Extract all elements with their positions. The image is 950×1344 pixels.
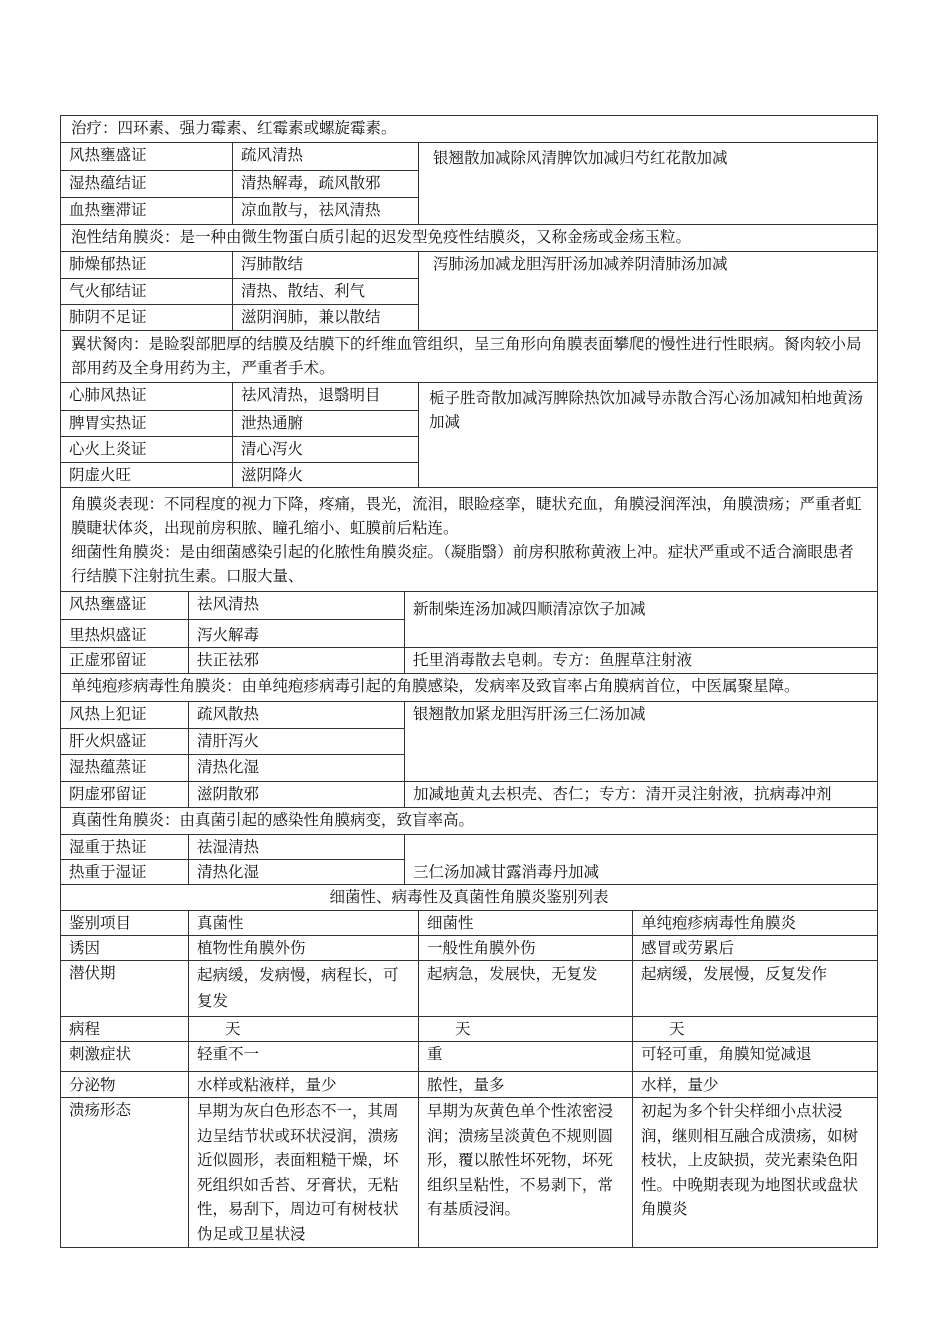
- syndrome-cell: 心火上炎证: [61, 437, 233, 463]
- viral-cell: 起病缓，发展慢，反复发作: [633, 961, 878, 1017]
- method-cell: 祛风清热: [189, 592, 405, 620]
- fungal-cell: 早期为灰白色形态不一，其周边呈结节状或环状浸润，溃疡近似圆形，表面粗糙干燥，坏死组织如舌苔、牙膏状，无粘性，易刮下，周边可有树枝状伪足或卫星状浸: [189, 1098, 419, 1248]
- method-cell: 泄热通腑: [233, 411, 419, 437]
- syndrome-cell: 风热壅盛证: [61, 592, 189, 620]
- formula-cell: 托里消毒散去皂刺。专方：鱼腥草注射液: [405, 648, 878, 674]
- comparison-header: 鉴别项目: [61, 911, 189, 936]
- syndrome-cell: 肺燥郁热证: [61, 252, 233, 279]
- syndrome-cell: 肺阴不足证: [61, 305, 233, 331]
- comparison-item: 溃疡形态: [61, 1098, 189, 1248]
- viral-cell: 水样，量少: [633, 1072, 878, 1098]
- section-title: 单纯疱疹病毒性角膜炎：由单纯疱疹病毒引起的角膜感染，发病率及致盲率占角膜病首位，中医属聚星障。: [61, 674, 878, 702]
- viral-cell: 感冒或劳累后: [633, 936, 878, 961]
- method-cell: 清肝泻火: [189, 729, 405, 755]
- method-cell: 清心泻火: [233, 437, 419, 463]
- bacterial-keratitis-intro: 细菌性角膜炎：是由细菌感染引起的化脓性角膜炎症。（凝脂翳）前房积脓称黄液上冲。症状严重或不适合滴眼患者行结膜下注射抗生素。口服大量、: [71, 543, 854, 585]
- formula-cell: 新制柴连汤加减四顺清凉饮子加减: [405, 592, 878, 648]
- bacterial-cell: 脓性，量多: [419, 1072, 633, 1098]
- formula-cell: 三仁汤加减甘露消毒丹加减: [405, 835, 878, 885]
- syndrome-cell: 肝火炽盛证: [61, 729, 189, 755]
- method-cell: 滋阴降火: [233, 463, 419, 488]
- method-cell: 疏风清热: [233, 143, 419, 171]
- viral-cell: 天: [633, 1017, 878, 1042]
- method-cell: 祛湿清热: [189, 835, 405, 860]
- fungal-cell: 起病缓，发病慢，病程长，可复发: [189, 961, 419, 1017]
- syndrome-cell: 正虚邪留证: [61, 648, 189, 674]
- comparison-header: 真菌性: [189, 911, 419, 936]
- method-cell: 清热化湿: [189, 860, 405, 885]
- bacterial-cell: 天: [419, 1017, 633, 1042]
- formula-cell: 加减地黄丸去枳壳、杏仁；专方：清开灵注射液，抗病毒冲剂: [405, 782, 878, 808]
- syndrome-cell: 风热上犯证: [61, 702, 189, 729]
- fungal-cell: 植物性角膜外伤: [189, 936, 419, 961]
- method-cell: 滋阴散邪: [189, 782, 405, 808]
- method-cell: 滋阴润肺，兼以散结: [233, 305, 419, 331]
- fungal-cell: 天: [189, 1017, 419, 1042]
- method-cell: 疏风散热: [189, 702, 405, 729]
- method-cell: 清热化湿: [189, 755, 405, 782]
- syndrome-cell: 湿重于热证: [61, 835, 189, 860]
- comparison-item: 潜伏期: [61, 961, 189, 1017]
- keratitis-symptoms: 角膜炎表现：不同程度的视力下降，疼痛，畏光，流泪，眼睑痉挛，睫状充血，角膜浸润浑浊，角膜溃疡；严重者虹膜睫状体炎，出现前房积脓、瞳孔缩小、虹膜前后粘连。: [71, 495, 862, 537]
- fungal-cell: 轻重不一: [189, 1042, 419, 1072]
- syndrome-cell: 风热壅盛证: [61, 143, 233, 171]
- notes-table: [60, 115, 878, 1248]
- syndrome-cell: 湿热蕴蒸证: [61, 755, 189, 782]
- syndrome-cell: 心肺风热证: [61, 383, 233, 411]
- bacterial-cell: 重: [419, 1042, 633, 1072]
- syndrome-cell: 阴虚火旺: [61, 463, 233, 488]
- section-title: 真菌性角膜炎：由真菌引起的感染性角膜病变，致盲率高。: [61, 808, 878, 835]
- document-page: [60, 115, 877, 1248]
- syndrome-cell: 里热炽盛证: [61, 620, 189, 648]
- treatment-line: 治疗：四环素、强力霉素、红霉素或螺旋霉素。: [61, 116, 878, 143]
- method-cell: 清热、散结、利气: [233, 279, 419, 305]
- syndrome-cell: 热重于湿证: [61, 860, 189, 885]
- viral-cell: 初起为多个针尖样细小点状浸润，继则相互融合成溃疡，如树枝状，上皮缺损，荧光素染色阳性。中晚期表现为地图状或盘状角膜炎: [633, 1098, 878, 1248]
- syndrome-cell: 脾胃实热证: [61, 411, 233, 437]
- description-block: [61, 488, 878, 592]
- method-cell: 清热解毒，疏风散邪: [233, 171, 419, 198]
- fungal-cell: 水样或粘液样，量少: [189, 1072, 419, 1098]
- syndrome-cell: 湿热蕴结证: [61, 171, 233, 198]
- syndrome-cell: 血热壅滞证: [61, 198, 233, 225]
- formula-cell: 泻肺汤加减龙胆泻肝汤加减养阴清肺汤加减: [419, 252, 878, 331]
- bacterial-cell: 早期为灰黄色单个性浓密浸润；溃疡呈淡黄色不规则圆形，覆以脓性坏死物，坏死组织呈粘性，不易剥下，常有基质浸润。: [419, 1098, 633, 1248]
- method-cell: 凉血散与，祛风清热: [233, 198, 419, 225]
- formula-cell: 银翘散加紧龙胆泻肝汤三仁汤加减: [405, 702, 878, 782]
- method-cell: 泻肺散结: [233, 252, 419, 279]
- bacterial-cell: 一般性角膜外伤: [419, 936, 633, 961]
- comparison-item: 分泌物: [61, 1072, 189, 1098]
- section-title: 泡性结角膜炎：是一种由微生物蛋白质引起的迟发型免疫性结膜炎，又称金疡或金疡玉粒。: [61, 225, 878, 252]
- formula-cell: 栀子胜奇散加减泻脾除热饮加减导赤散合泻心汤加减知柏地黄汤加减: [419, 383, 878, 488]
- bacterial-cell: 起病急，发展快，无复发: [419, 961, 633, 1017]
- section-title: 翼状胬肉：是睑裂部肥厚的结膜及结膜下的纤维血管组织，呈三角形向角膜表面攀爬的慢性进行性眼病。胬肉较小局部用药及全身用药为主，严重者手术。: [61, 331, 878, 383]
- comparison-item: 刺激症状: [61, 1042, 189, 1072]
- comparison-title: 细菌性、病毒性及真菌性角膜炎鉴别列表: [61, 885, 878, 911]
- comparison-item: 病程: [61, 1017, 189, 1042]
- comparison-item: 诱因: [61, 936, 189, 961]
- comparison-header: 细菌性: [419, 911, 633, 936]
- method-cell: 祛风清热，退翳明目: [233, 383, 419, 411]
- method-cell: 扶正祛邪: [189, 648, 405, 674]
- viral-cell: 可轻可重，角膜知觉减退: [633, 1042, 878, 1072]
- syndrome-cell: 阴虚邪留证: [61, 782, 189, 808]
- comparison-header: 单纯疱疹病毒性角膜炎: [633, 911, 878, 936]
- method-cell: 泻火解毒: [189, 620, 405, 648]
- formula-cell: 银翘散加减除风清脾饮加减归芍红花散加减: [419, 143, 878, 225]
- syndrome-cell: 气火郁结证: [61, 279, 233, 305]
